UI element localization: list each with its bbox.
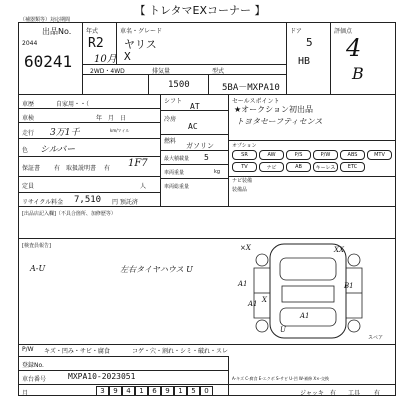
remark-2: 左右タイヤハウス U bbox=[120, 265, 193, 274]
seats-value: 人 bbox=[140, 183, 147, 190]
option-badge: ナビ bbox=[259, 162, 284, 172]
capacity-value: 5 bbox=[204, 153, 209, 162]
inspector-label: [検査員報告] bbox=[22, 243, 51, 249]
jack-label: ジャッキ bbox=[300, 390, 324, 397]
mileage-digit: 6 bbox=[148, 386, 161, 396]
mileage-digit: 3 bbox=[96, 386, 109, 396]
diagram-mark-2: XX bbox=[334, 246, 344, 254]
doors-value: 5 bbox=[306, 36, 313, 49]
inspection-label: 車検 bbox=[22, 115, 35, 122]
doors-label: ドア bbox=[290, 28, 302, 35]
lot-number: 60241 bbox=[24, 52, 73, 71]
month-value: 10月 bbox=[94, 54, 117, 65]
mileage-digit: 1 bbox=[135, 386, 148, 396]
spare-label: スペア bbox=[368, 335, 384, 341]
option-badge: P/S bbox=[286, 150, 311, 160]
diagram-mark-5: X bbox=[262, 296, 267, 304]
reg-label: 登録No. bbox=[22, 362, 44, 369]
options-label: オプション bbox=[232, 143, 257, 149]
tool-value: 有 bbox=[374, 390, 381, 397]
capacity-label: 最大積載量 bbox=[164, 156, 190, 162]
displacement-value: 1500 bbox=[168, 80, 190, 90]
displacement-label: 排気量 bbox=[152, 68, 171, 75]
option-badge: AB bbox=[286, 162, 311, 172]
car-diagram bbox=[230, 238, 396, 344]
score-label: 評価点 bbox=[334, 28, 353, 35]
recycle-status: 円 預託済 bbox=[112, 199, 138, 206]
sales-point-1: ★オークション初出品 bbox=[234, 105, 314, 114]
sales-point-2: トヨタセーフティセンス bbox=[236, 117, 323, 126]
chassis-value: MXPA10-2023051 bbox=[68, 372, 136, 381]
manual-label: 取扱説明書 bbox=[66, 165, 97, 172]
weight-unit: kg bbox=[214, 169, 221, 175]
car-outline-svg bbox=[230, 238, 396, 344]
history-label: 車歴 bbox=[22, 101, 35, 108]
diagram-mark-8: U bbox=[280, 326, 286, 334]
remark-1: A-U bbox=[30, 264, 46, 273]
shift-label: シフト bbox=[164, 98, 183, 105]
model-value: 5BA－MXPA10 bbox=[222, 83, 280, 93]
option-badge: ETC bbox=[340, 162, 365, 172]
condition-label: P/W bbox=[22, 346, 34, 353]
chassis-label: 車台番号 bbox=[22, 376, 47, 383]
fuel-label: 燃料 bbox=[164, 138, 177, 145]
recycle-value: 7,510 bbox=[74, 195, 102, 205]
mileage-digit: 9 bbox=[109, 386, 122, 396]
last-label: 月 bbox=[22, 390, 29, 397]
other-label: 装備品 bbox=[232, 187, 248, 193]
car-grade: X bbox=[124, 50, 131, 63]
mileage-digit: 1 bbox=[174, 386, 187, 396]
diagram-mark-6: A1 bbox=[248, 300, 258, 308]
option-badge: SR bbox=[232, 150, 257, 160]
weight-label: 車両重量 bbox=[164, 170, 185, 176]
ac-label: 冷房 bbox=[164, 116, 177, 123]
banner-title: 【 トレタマEXコーナー 】 bbox=[134, 4, 266, 17]
header-subtitle: （補器類等）対応期間 bbox=[20, 17, 71, 23]
history-value: 自家用・・（ bbox=[56, 101, 90, 108]
option-badge: TV bbox=[232, 162, 257, 172]
option-badge: ABS bbox=[340, 150, 365, 160]
shift-value: AT bbox=[190, 102, 200, 111]
tool-label: 工具 bbox=[348, 390, 361, 397]
legend-text: A-キズ C-腐食 E-エクボ S-サビ U-凹 W-補修 X×-交換 bbox=[232, 376, 329, 381]
notes-label: [出品店記入欄]（不具合箇所、加修歴等） bbox=[22, 211, 116, 217]
car-name: ヤリス bbox=[124, 38, 157, 51]
model-label: 型式 bbox=[212, 68, 225, 75]
diagram-mark-3: A1 bbox=[238, 280, 248, 288]
recycle-label: リサイクル料金 bbox=[22, 199, 64, 206]
score-value: 4 bbox=[346, 34, 362, 62]
option-badge: P/W bbox=[313, 150, 338, 160]
interior-score: B bbox=[352, 64, 364, 83]
inspection-value: 年 月 日 bbox=[96, 115, 127, 122]
mileage-digit: 5 bbox=[187, 386, 200, 396]
mileage-value: 3万1千 bbox=[50, 128, 80, 138]
gross-label: 車両総重量 bbox=[164, 184, 190, 190]
mileage-unit: km/マイル bbox=[110, 128, 130, 133]
body-type: HB bbox=[298, 56, 311, 67]
lot-code: 2044 bbox=[22, 40, 38, 47]
option-badge: キーレス bbox=[313, 162, 338, 172]
diagram-mark-4: B1 bbox=[344, 282, 354, 290]
sales-label: セールスポイント bbox=[232, 98, 280, 105]
condition-items: キズ・凹み・サビ・腐食 bbox=[44, 348, 110, 355]
drive-label: 2WD・4WD bbox=[90, 68, 125, 75]
seats-label: 定員 bbox=[22, 183, 35, 190]
option-badge: AW bbox=[259, 150, 284, 160]
ac-value: AC bbox=[188, 122, 198, 131]
color-label: 色 bbox=[22, 147, 29, 154]
mileage-digit: 9 bbox=[161, 386, 174, 396]
condition-items-2: コゲ・穴・割れ・シミ・破れ・スレ bbox=[132, 348, 229, 355]
mileage-label: 走行 bbox=[22, 130, 35, 137]
warranty-value: 有 bbox=[54, 165, 61, 172]
manual-value: 有 bbox=[104, 165, 111, 172]
diagram-mark-7: A1 bbox=[300, 312, 310, 320]
mileage-digit: 0 bbox=[200, 386, 213, 396]
diagram-mark-1: ×X bbox=[240, 244, 251, 252]
mileage-digit: 4 bbox=[122, 386, 135, 396]
color-value: シルバー bbox=[40, 145, 76, 155]
year-value: R2 bbox=[88, 36, 104, 51]
lot-label: 出品No. bbox=[42, 27, 72, 36]
warranty-label: 保証書 bbox=[22, 165, 41, 172]
navi-label: ナビ装備 bbox=[232, 178, 253, 184]
option-badge: MTV bbox=[367, 150, 392, 160]
jack-value: 有 bbox=[330, 390, 337, 397]
fuel-value: ガソリン bbox=[186, 142, 214, 150]
color-code: 1F7 bbox=[128, 158, 148, 169]
year-label: 年式 bbox=[86, 28, 99, 35]
car-name-label: 車名・グレード bbox=[120, 28, 163, 35]
